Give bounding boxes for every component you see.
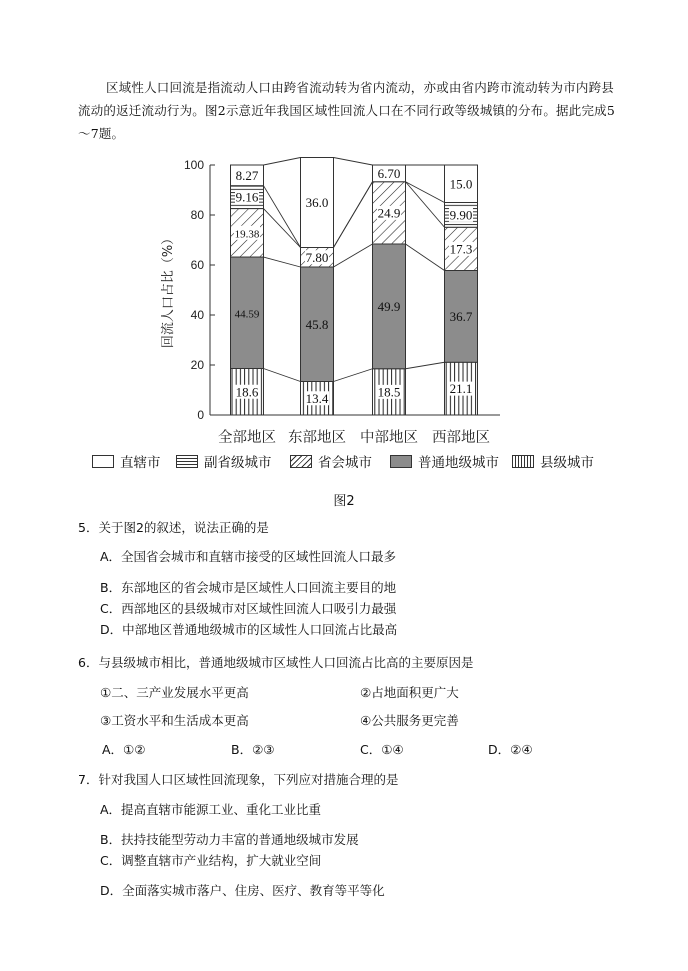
question-7-option-a: A．提高直辖市能源工业、重化工业比重: [100, 802, 322, 817]
data-label-provincial-capital-1: 19.38: [234, 228, 260, 241]
legend-label: 省会城市: [318, 455, 372, 471]
question-5-option-d: D．中部地区普通地级城市的区域性人口回流占比最高: [100, 622, 398, 637]
question-6-statement-2: ②占地面积更广大: [360, 685, 459, 700]
legend-swatch-diagonal: [290, 455, 312, 468]
connector-line: [406, 182, 445, 203]
legend-item-zhixia: [92, 451, 161, 471]
y-tick-label: 60: [190, 258, 204, 272]
legend-swatch-horizontal: [176, 455, 198, 468]
question-7-option-c: C．调整直辖市产业结构，扩大就业空间: [100, 853, 322, 868]
legend-label: 县级城市: [540, 455, 594, 471]
connector-line: [406, 362, 445, 369]
x-category-label: 东部地区: [288, 430, 346, 446]
question-5-option-a: A．全国省会城市和直辖市接受的区域性回流人口最多: [100, 549, 397, 564]
y-tick-label: 0: [197, 408, 204, 422]
question-6-choice-c: C．①④: [360, 742, 404, 757]
data-label-municipality-3: 6.70: [377, 165, 401, 181]
legend-item-fusheng: [176, 451, 272, 471]
question-6-stem: 6．与县级城市相比，普通地级城市区域性人口回流占比高的主要原因是: [78, 655, 474, 670]
data-label-sub-provincial-4: 9.90: [449, 207, 473, 223]
data-label-sub-provincial-1: 9.16: [235, 189, 259, 205]
question-6-choice-d: D．②④: [488, 742, 533, 757]
y-tick-label: 100: [183, 158, 204, 172]
connector-line: [264, 257, 301, 267]
data-label-prefecture-1: 44.59: [234, 308, 260, 321]
connector-line: [334, 158, 373, 166]
data-label-prefecture-4: 36.7: [449, 308, 473, 324]
legend-swatch-vertical: [512, 455, 534, 468]
question-5-option-c: C．西部地区的县级城市对区域性回流人口吸引力最强: [100, 601, 397, 616]
data-label-provincial-capital-3: 24.9: [377, 205, 401, 221]
data-label-county-4: 21.1: [449, 381, 473, 397]
connector-line: [334, 182, 373, 248]
chart-legend: [92, 451, 612, 473]
question-6-statement-1: ①二、三产业发展水平更高: [100, 685, 249, 700]
y-axis-title: 回流人口占比（%）: [161, 231, 176, 349]
data-label-municipality-1: 8.27: [235, 167, 259, 183]
data-label-prefecture-2: 45.8: [305, 316, 329, 332]
legend-label: 普通地级城市: [418, 455, 499, 471]
data-label-municipality-2: 36.0: [305, 195, 329, 210]
connector-line: [264, 209, 301, 248]
question-6-statement-4: ④公共服务更完善: [360, 713, 459, 728]
connector-line: [334, 369, 373, 382]
figure-caption: 图2: [333, 494, 355, 509]
legend-item-shenghui: [290, 451, 372, 471]
question-6-choice-b: B．②③: [231, 742, 275, 757]
x-category-label: 西部地区: [432, 430, 490, 446]
legend-swatch-gray: [390, 455, 412, 468]
connector-line: [334, 244, 373, 267]
data-label-county-3: 18.5: [377, 384, 401, 400]
connector-line: [264, 186, 301, 248]
legend-label: 直辖市: [120, 455, 161, 471]
legend-item-putong: [390, 451, 499, 471]
x-category-label: 全部地区: [218, 430, 276, 446]
data-label-county-1: 18.6: [235, 384, 259, 400]
connector-line: [406, 182, 445, 228]
legend-label: 副省级城市: [204, 455, 272, 471]
legend-item-xianji: [512, 451, 594, 471]
question-7-option-d: D．全面落实城市落户、住房、医疗、教育等平等化: [100, 883, 385, 898]
data-label-county-2: 13.4: [305, 390, 329, 406]
data-label-provincial-capital-4: 17.3: [449, 241, 473, 257]
question-7-option-b: B．扶持技能型劳动力丰富的普通地级城市发展: [100, 832, 359, 847]
connector-line: [264, 369, 301, 382]
connector-line: [406, 244, 445, 271]
data-label-provincial-capital-2: 7.80: [305, 249, 329, 265]
question-7-stem: 7．针对我国人口区域性回流现象，下列应对措施合理的是: [78, 772, 399, 787]
x-category-label: 中部地区: [360, 430, 418, 446]
y-tick-label: 40: [190, 308, 204, 322]
legend-swatch-white: [92, 455, 114, 468]
question-5-stem: 5．关于图2的叙述，说法正确的是: [78, 520, 269, 535]
y-tick-label: 80: [190, 208, 204, 222]
intro-paragraph: 区域性人口回流是指流动人口由跨省流动转为省内流动，亦或由省内跨市流动转为市内跨县流动的返迁流动行为。图2示意近年我国区域性回流人口在不同行政等级城镇的分布。据此完成5～7题。: [78, 80, 616, 141]
y-tick-label: 20: [190, 358, 204, 372]
question-6-choice-a: A．①②: [102, 742, 146, 757]
question-6-statement-3: ③工资水平和生活成本更高: [100, 713, 249, 728]
data-label-municipality-4: 15.0: [449, 176, 473, 192]
intro-text: [78, 76, 618, 145]
question-5-option-b: B．东部地区的省会城市是区域性人口回流主要目的地: [100, 580, 397, 595]
data-label-prefecture-3: 49.9: [377, 298, 401, 314]
connector-line: [264, 158, 301, 166]
stacked-bar-chart: [0, 150, 688, 450]
